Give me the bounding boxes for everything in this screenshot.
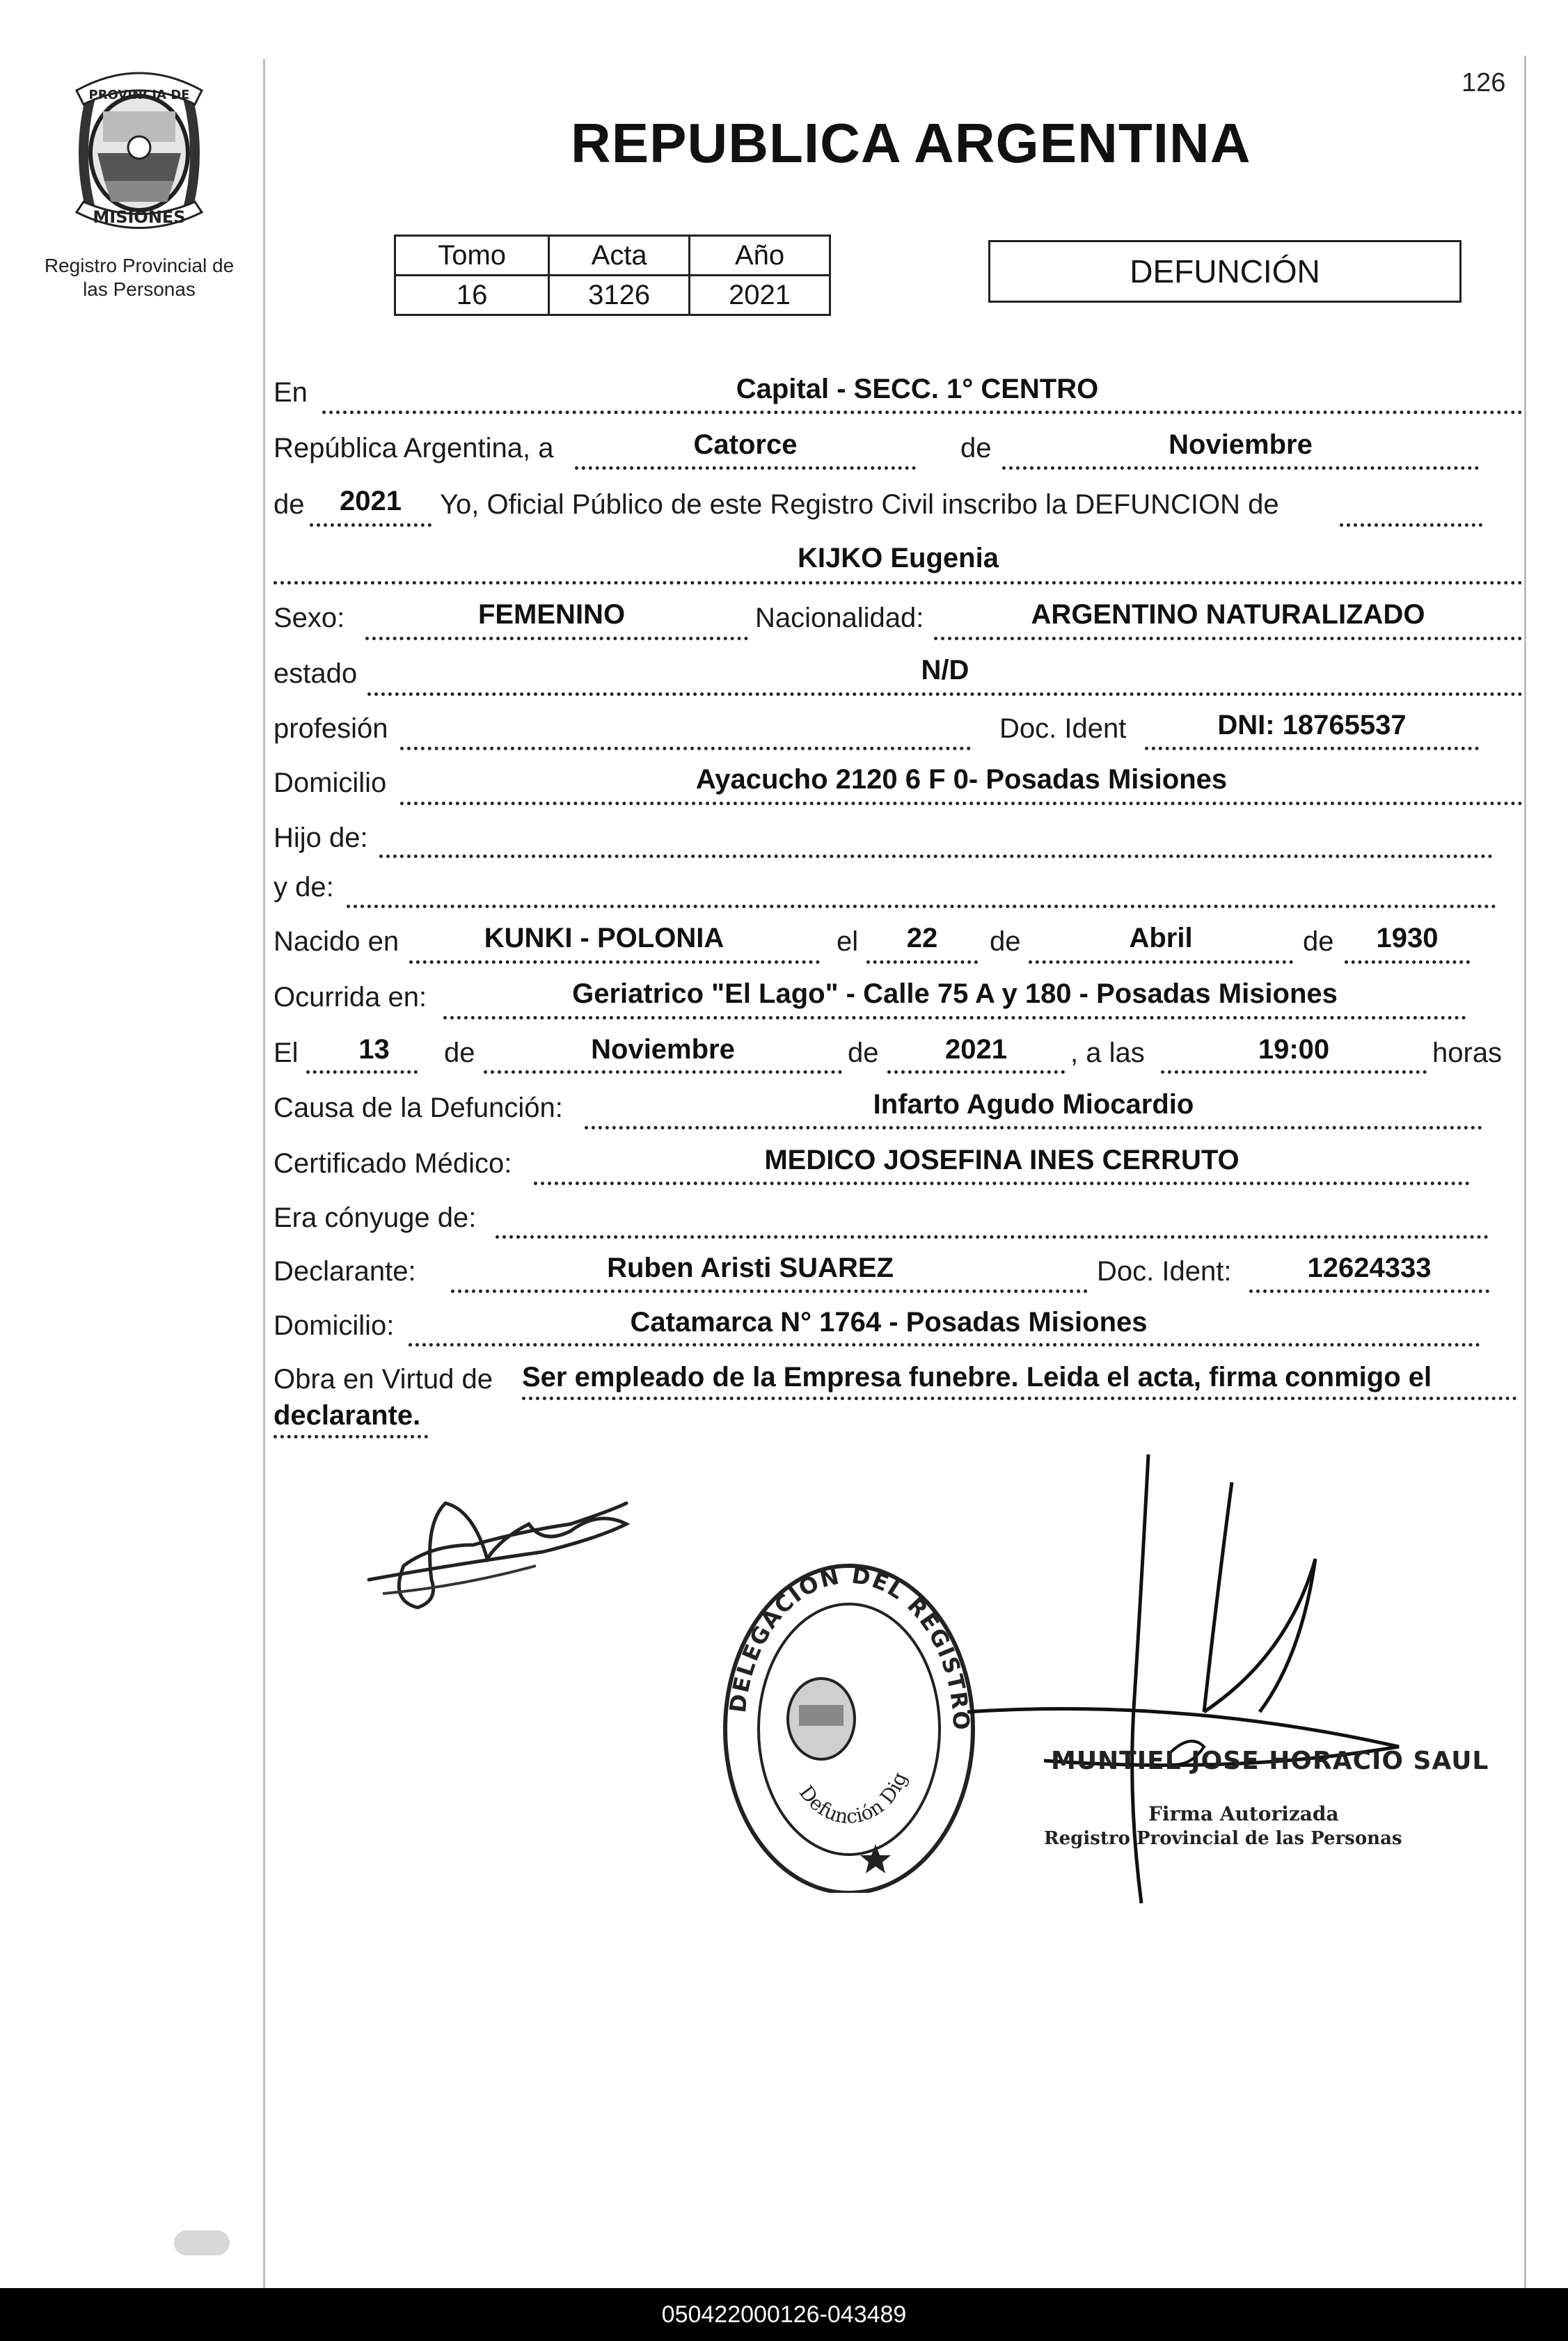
line-obra-2: [274, 1435, 428, 1438]
officer-registry-stamp: Registro Provincial de las Personas: [1044, 1828, 1402, 1849]
label-de-4: de: [1303, 926, 1334, 957]
value-anio: 2021: [340, 486, 402, 516]
value-declarante-doc: 12624333: [1307, 1253, 1432, 1283]
star-icon: [860, 1844, 891, 1873]
declarant-signature: [362, 1482, 640, 1621]
seal-text: DELEGACION DEL REGISTRO: [724, 1562, 975, 1732]
page-title: REPUBLICA ARGENTINA: [571, 112, 1251, 174]
line-def-anio: [887, 1070, 1065, 1074]
value-def-dia: 13: [358, 1034, 390, 1065]
value-nacido-mes: Abril: [1129, 923, 1193, 953]
value-causa: Infarto Agudo Miocardio: [873, 1089, 1194, 1120]
label-causa: Causa de la Defunción:: [274, 1093, 563, 1123]
label-de-5: de: [444, 1038, 475, 1068]
line-conyuge: [496, 1235, 1489, 1239]
label-y-de: y de:: [274, 872, 334, 903]
label-profesion: profesión: [274, 713, 388, 744]
line-y-de: [347, 905, 1496, 908]
right-margin-line: [1524, 56, 1526, 2290]
value-declarante-domicilio: Catamarca N° 1764 - Posadas Misiones: [630, 1307, 1148, 1338]
label-de-1: de: [960, 433, 992, 463]
value-def-mes: Noviembre: [591, 1034, 735, 1065]
line-nacionalidad: [934, 637, 1522, 640]
label-conyuge: Era cónyuge de:: [274, 1203, 477, 1233]
line-def-mes: [484, 1070, 842, 1074]
label-horas: horas: [1432, 1038, 1503, 1068]
header-tomo: Tomo: [395, 236, 549, 276]
label-nacionalidad: Nacionalidad:: [755, 603, 924, 633]
value-anio: 2021: [690, 276, 830, 315]
line-hijo-de: [379, 855, 1493, 858]
label-republica: República Argentina, a: [274, 433, 554, 463]
line-profesion: [400, 747, 971, 750]
label-hijo-de: Hijo de:: [274, 823, 368, 853]
registry-name-line2: las Personas: [83, 278, 196, 300]
value-sexo: FEMENINO: [477, 599, 626, 630]
line-certificado: [534, 1182, 1470, 1185]
label-domicilio: Domicilio: [274, 768, 387, 798]
value-acta: 3126: [549, 276, 690, 315]
line-nacido-anio: [1345, 960, 1470, 964]
value-def-hora: 19:00: [1258, 1034, 1330, 1065]
label-declarante: Declarante:: [274, 1256, 416, 1287]
emblem-text-top: PROVINCIA DE: [88, 88, 190, 102]
label-doc-ident: Doc. Ident: [999, 713, 1127, 744]
label-a-las: , a las: [1070, 1038, 1145, 1068]
value-estado: N/D: [921, 655, 969, 685]
left-margin-line: [263, 59, 265, 2293]
barcode-text: 050422000126-043489: [661, 2301, 907, 2328]
line-causa: [585, 1126, 1482, 1129]
label-de-2: de: [274, 489, 305, 520]
label-de-3: de: [990, 926, 1021, 957]
line-nacido-mes: [1029, 960, 1293, 964]
value-lugar: Capital - SECC. 1° CENTRO: [736, 374, 1099, 404]
barcode-footer: [0, 2288, 1568, 2341]
officer-name-stamp: MUNTIEL JOSE HORACIO SAUL: [1051, 1747, 1489, 1775]
registry-name: [28, 254, 251, 301]
line-domicilio: [400, 802, 1523, 805]
officer-title-stamp: Firma Autorizada: [1148, 1802, 1339, 1825]
value-nacionalidad: ARGENTINO NATURALIZADO: [1031, 599, 1425, 630]
label-nacido-en: Nacido en: [274, 926, 399, 957]
value-certificado: MEDICO JOSEFINA INES CERRUTO: [764, 1145, 1240, 1175]
line-nacido-dia: [866, 960, 978, 964]
label-obra: Obra en Virtud de: [274, 1364, 493, 1395]
line-def-hora: [1161, 1070, 1427, 1074]
value-nombre: KIJKO Eugenia: [798, 543, 999, 573]
line-dni: [1145, 747, 1479, 750]
value-mes-texto: Noviembre: [1169, 429, 1313, 460]
value-nacido-dia: 22: [906, 923, 938, 953]
line-declarante-domicilio: [409, 1343, 1480, 1347]
label-oficial: Yo, Oficial Público de este Registro Civil inscribo la DEFUNCION de: [440, 489, 1279, 520]
line-dia-texto: [575, 466, 916, 470]
line-estado: [367, 692, 1523, 696]
line-mes-texto: [1002, 466, 1479, 470]
line-sexo: [365, 637, 748, 640]
line-nacido-lugar: [409, 960, 820, 964]
label-el: el: [837, 926, 859, 957]
label-domicilio-2: Domicilio:: [274, 1310, 395, 1341]
label-ocurrida-en: Ocurrida en:: [274, 982, 427, 1013]
value-dni: DNI: 18765537: [1217, 710, 1407, 740]
line-oficial-end: [1340, 523, 1482, 527]
line-nombre: [274, 581, 1523, 585]
label-en: En: [274, 377, 308, 408]
value-declarante: Ruben Aristi SUAREZ: [607, 1253, 894, 1283]
line-obra-1: [522, 1397, 1517, 1400]
document-type-box: DEFUNCIÓN: [988, 240, 1462, 303]
register-table: [394, 235, 831, 316]
label-de-6: de: [848, 1038, 879, 1068]
value-ocurrida: Geriatrico "El Lago" - Calle 75 A y 180 - Posadas Misiones: [572, 978, 1338, 1009]
registry-name-line1: Registro Provincial de: [44, 255, 235, 276]
label-sexo: Sexo:: [274, 603, 345, 633]
value-nacido-anio: 1930: [1376, 923, 1439, 953]
label-doc-ident-2: Doc. Ident:: [1097, 1256, 1232, 1287]
value-dia-texto: Catorce: [693, 429, 798, 460]
value-tomo: 16: [395, 276, 549, 315]
label-certificado: Certificado Médico:: [274, 1148, 512, 1179]
line-ocurrida: [443, 1016, 1466, 1019]
value-nacido-lugar: KUNKI - POLONIA: [484, 923, 724, 953]
header-anio: Año: [690, 236, 830, 276]
line-anio: [310, 523, 431, 527]
value-domicilio: Ayacucho 2120 6 F 0- Posadas Misiones: [695, 764, 1228, 795]
scan-speck: [174, 2230, 230, 2255]
emblem-text-bottom: MISIONES: [93, 207, 186, 227]
value-obra-line1: Ser empleado de la Empresa funebre. Leida el acta, firma conmigo el: [522, 1362, 1432, 1392]
line-def-dia: [306, 1070, 418, 1074]
line-declarante-doc: [1249, 1289, 1489, 1293]
province-emblem: [63, 70, 216, 237]
seal-inner-text: Defunción Dig: [794, 1768, 912, 1828]
header-acta: Acta: [549, 236, 690, 276]
value-def-anio: 2021: [945, 1034, 1007, 1065]
page-number: 126: [1462, 68, 1506, 97]
label-El: El: [274, 1038, 299, 1068]
line-declarante: [451, 1289, 1088, 1293]
label-estado: estado: [274, 658, 358, 689]
line-lugar: [322, 411, 1523, 414]
value-obra-line2: declarante.: [274, 1400, 421, 1431]
